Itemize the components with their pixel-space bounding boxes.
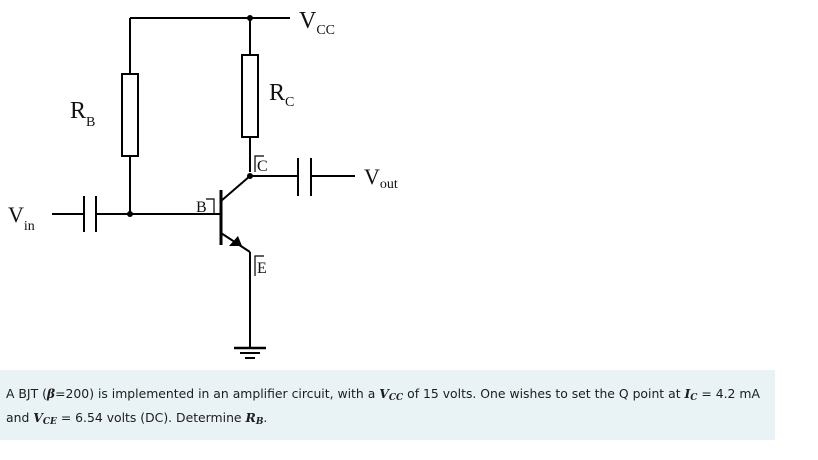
ic-subscript: C bbox=[690, 393, 698, 403]
question-line-1 bbox=[6, 384, 771, 408]
vcc-label: $V_{CC}$ bbox=[299, 8, 336, 38]
collector-junction-dot bbox=[247, 173, 253, 179]
beta-symbol: β bbox=[46, 386, 56, 401]
rc-resistor bbox=[242, 55, 258, 137]
question-text bbox=[6, 384, 771, 432]
rb-subscript: B bbox=[255, 417, 264, 427]
vcc-symbol: V bbox=[379, 386, 389, 401]
vcc-junction-dot bbox=[247, 15, 253, 21]
rb-label: $R_B$ bbox=[70, 98, 96, 130]
vin-label: $V_{in}$ bbox=[8, 202, 35, 234]
rb-resistor bbox=[122, 74, 138, 156]
question-text-segment: = 4.2 mA bbox=[697, 386, 760, 401]
question-text-segment: of 15 volts. One wishes to set the Q point at bbox=[403, 386, 685, 401]
question-text-segment: . bbox=[263, 410, 268, 425]
rc-label: $R_C$ bbox=[269, 80, 295, 110]
collector-label: C bbox=[257, 158, 268, 175]
question-text-segment: and bbox=[6, 410, 34, 425]
bjt-collector-lead bbox=[221, 176, 250, 201]
rb-symbol: R bbox=[245, 410, 256, 425]
base-junction-dot bbox=[127, 211, 133, 217]
ic-symbol: I bbox=[684, 386, 691, 401]
emitter-label: E bbox=[257, 260, 267, 277]
question-text-segment: A BJT ( bbox=[6, 386, 47, 401]
base-label: B bbox=[196, 199, 207, 216]
vce-subscript: CE bbox=[42, 417, 57, 427]
question-text-segment: = 6.54 volts (DC). Determine bbox=[56, 410, 246, 425]
question-line-2 bbox=[6, 408, 771, 432]
vce-symbol: V bbox=[33, 410, 43, 425]
vout-label: Vout bbox=[364, 164, 398, 192]
vcc-subscript: CC bbox=[388, 393, 404, 403]
base-label-box bbox=[206, 199, 214, 214]
question-text-segment: =200) is implemented in an amplifier circuit, with a bbox=[55, 386, 380, 401]
emitter-arrow bbox=[229, 236, 242, 246]
